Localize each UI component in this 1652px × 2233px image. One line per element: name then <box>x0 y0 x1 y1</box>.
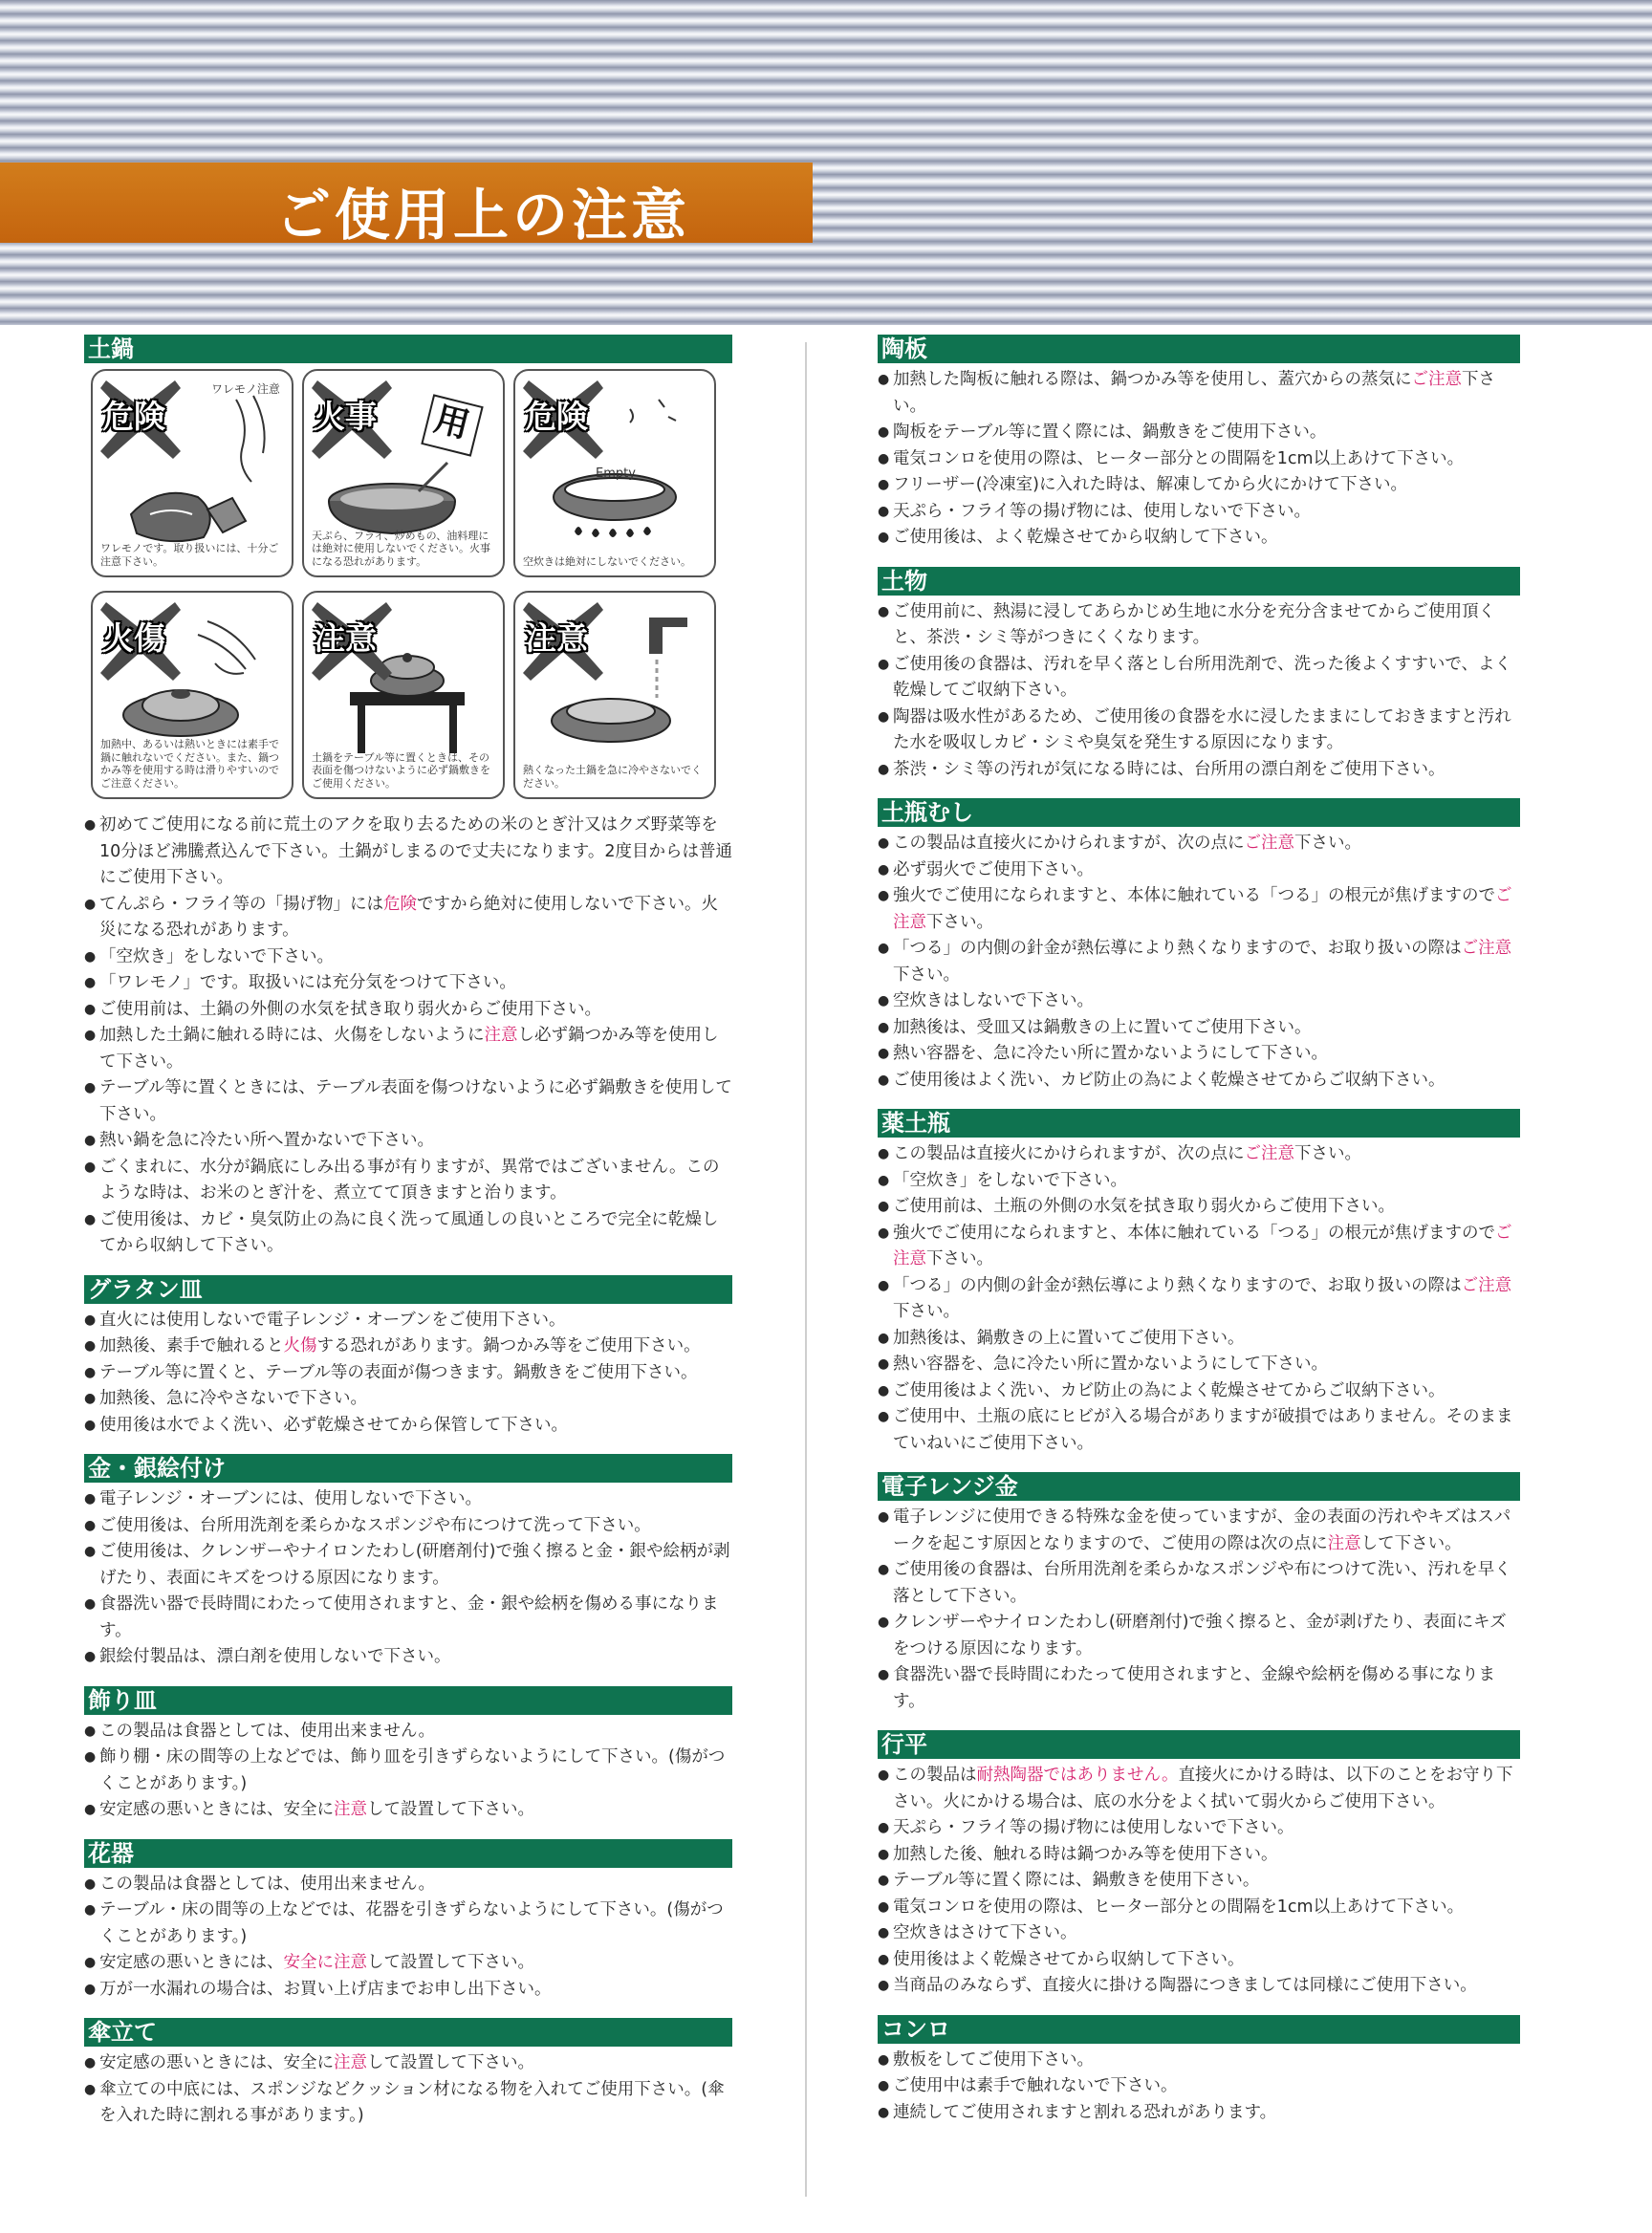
notice-item <box>878 1041 1520 1068</box>
item-text: 直接火にかける時は、以下のことをお守り下さい。火にかける場合は、底の水分をよく拭いて弱火からご使用下さい。 <box>893 1766 1513 1811</box>
item-text: 空炊きはしないで下さい。 <box>893 991 1094 1010</box>
highlight-text: 耐熱陶器ではありません。 <box>976 1766 1179 1785</box>
notice-item <box>878 525 1520 552</box>
title-banner <box>0 163 813 248</box>
notice-item <box>878 367 1520 420</box>
highlight-text: ご注意 <box>1244 834 1294 853</box>
notice-item <box>878 1868 1520 1895</box>
notice-list <box>878 599 1520 784</box>
section-heading: コンロ <box>878 2015 1520 2044</box>
notice-item <box>878 1842 1520 1869</box>
item-text: 食器洗い器で長時間にわたって使用されますと、金線や絵柄を傷める事になります。 <box>893 1665 1495 1711</box>
item-text: 敷板をしてご使用下さい。 <box>893 2049 1094 2070</box>
notice-section <box>84 1275 732 1440</box>
notice-item <box>84 1513 732 1540</box>
notice-item <box>84 1745 732 1797</box>
notice-list <box>84 813 732 1260</box>
item-text: 連続してご使用されますと割れる恐れがあります。 <box>893 2102 1277 2122</box>
item-text: 熱い容器を、急に冷たい所に置かないようにして下さい。 <box>893 1044 1328 1063</box>
highlight-text: ご注意 <box>893 1223 1512 1268</box>
warning-card <box>91 591 293 799</box>
notice-item <box>84 1539 732 1592</box>
item-text: テーブル等に置くと、テーブル等の表面が傷つきます。鍋敷きをご使用下さい。 <box>99 1362 698 1382</box>
highlight-text: 安全に注意 <box>283 1953 367 1972</box>
fragile-note: ワレモノ注意 <box>211 382 280 396</box>
item-text: 陶器は吸水性があるため、ご使用後の食器を水に浸したままにしておきますと汚れた水を吸収しカビ・シミや臭気を発生する原因になります。 <box>893 706 1511 752</box>
item-text: テーブル・床の間等の上などでは、花器を引きずらないようにして下さい。(傷がつくことがあります。) <box>99 1900 724 1946</box>
highlight-text: 危険 <box>382 894 417 914</box>
section-heading: 金・銀絵付け <box>84 1454 732 1483</box>
section-heading: 行平 <box>878 1730 1520 1759</box>
card-caption: 加熱中、あるいは熱いときには素手で鍋に触れないでください。また、鍋つかみ等を使用する時は滑りやすいのでご注意ください。 <box>100 738 279 790</box>
item-text: 加熱後、急に冷やさないで下さい。 <box>99 1389 367 1408</box>
notice-item <box>878 1505 1520 1557</box>
section-heading: 花器 <box>84 1839 732 1868</box>
notice-item <box>878 1557 1520 1610</box>
card-caption: 空炊きは絶対にしないでください。 <box>523 554 691 568</box>
notice-item <box>878 1015 1520 1042</box>
item-text: 「ワレモノ」です。取扱いには充分気をつけて下さい。 <box>99 973 516 992</box>
item-text: テーブル等に置くときには、テーブル表面を傷つけないように必ず鍋敷きを使用して下さい。 <box>99 1078 732 1124</box>
notice-item <box>878 1973 1520 2000</box>
notice-item <box>84 970 732 997</box>
item-text: 陶板をテーブル等に置く際には、鍋敷きをご使用下さい。 <box>893 423 1327 442</box>
item-text: この製品は直接火にかけられますが、次の点に <box>893 834 1245 853</box>
notice-item <box>84 1075 732 1128</box>
item-text: 初めてご使用になる前に荒土のアクを取り去るための米のとぎ汁又はクズ野菜等を10分ほど沸騰煮込んで下さい。土鍋がしまるので丈夫になります。2度目からは普通にご使用下さい。 <box>99 815 732 887</box>
notice-item <box>878 1141 1520 1168</box>
notice-item <box>878 1763 1520 1815</box>
section-heading: 土鍋 <box>84 335 732 363</box>
notice-item <box>84 1333 732 1360</box>
notice-list <box>84 1308 732 1440</box>
item-text: ごくまれに、水分が鍋底にしみ出る事が有りますが、異常ではございません。このような時は、お米のとぎ汁を、煮立てて頂きますと治ります。 <box>99 1157 720 1203</box>
item-text: 下さい。 <box>893 370 1495 416</box>
item-text: ご使用前は、土瓶の外側の水気を拭き取り弱火からご使用下さい。 <box>893 1197 1395 1216</box>
item-text: この製品は直接火にかけられますが、次の点に <box>893 1144 1245 1163</box>
item-text: ご使用中、土瓶の底にヒビが入る場合がありますが破損ではありません。そのままていねいにご使用下さい。 <box>893 1407 1513 1453</box>
notice-item <box>878 1273 1520 1326</box>
notice-section <box>878 335 1520 552</box>
section-heading: 陶板 <box>878 335 1520 363</box>
notice-item <box>84 1413 732 1440</box>
item-text: ご使用前に、熱湯に浸してあらかじめ生地に水分を充分含ませてからご使用頂くと、茶渋・シミ等がつきにくくなります。 <box>893 601 1495 647</box>
notice-item <box>878 2100 1520 2127</box>
notice-item <box>878 599 1520 652</box>
warning-card <box>91 369 293 577</box>
notice-item <box>878 831 1520 857</box>
notice-item <box>878 1610 1520 1662</box>
item-text: 「空炊き」をしないで下さい。 <box>99 946 334 966</box>
section-heading: 土物 <box>878 567 1520 596</box>
card-caption: 天ぷら、フライ、炒めもの、油料理には絶対に使用しないでください。火事になる恐れがあります。 <box>312 529 490 568</box>
item-text: 強火でご使用になられますと、本体に触れている「つる」の根元が焦げますので <box>893 1223 1495 1243</box>
notice-item <box>878 2048 1520 2074</box>
notice-item <box>878 1168 1520 1195</box>
notice-item <box>84 1486 732 1513</box>
warning-label: 注意 <box>525 619 588 657</box>
notice-item <box>84 1386 732 1413</box>
notice-item <box>84 944 732 971</box>
item-text: して設置して下さい。 <box>367 2053 534 2072</box>
highlight-text: 注意 <box>1327 1533 1361 1553</box>
item-text: 天ぷら・フライ等の揚げ物には、使用しないで下さい。 <box>893 501 1311 521</box>
item-text: ご使用後の食器は、台所用洗剤を柔らかなスポンジや布につけて洗い、汚れを早く落として下さい。 <box>893 1560 1511 1606</box>
section-heading: 土瓶むし <box>878 798 1520 827</box>
item-text: 熱い容器を、急に冷たい所に置かないようにして下さい。 <box>893 1355 1328 1374</box>
notice-section <box>878 798 1520 1094</box>
item-text: 電気コンロを使用の際は、ヒーター部分との間隔を1cm以上あけて下さい。 <box>893 1897 1465 1917</box>
highlight-text: ご注意 <box>1411 370 1462 389</box>
notice-item <box>878 1920 1520 1947</box>
item-text: 加熱した土鍋に触れる時には、火傷をしないように <box>99 1026 485 1045</box>
notice-item <box>84 1950 732 1977</box>
warning-label: 火事 <box>314 398 377 435</box>
notice-item <box>878 472 1520 499</box>
item-text: 安定感の悪いときには、安全に <box>99 2053 334 2072</box>
item-text: 加熱後は、鍋敷きの上に置いてご使用下さい。 <box>893 1328 1245 1348</box>
notice-list <box>878 1763 1520 2000</box>
left-column <box>84 335 732 2145</box>
highlight-text: 火傷 <box>283 1336 317 1355</box>
section-heading: 傘立て <box>84 2018 732 2047</box>
item-text: 飾り棚・床の間等の上などでは、飾り皿を引きずらないようにして下さい。(傷がつくことがあります。) <box>99 1747 726 1793</box>
highlight-text: ご注意 <box>1461 1275 1512 1295</box>
notice-list <box>84 1719 732 1824</box>
item-text: 下さい。 <box>1294 834 1361 853</box>
notice-item <box>878 1378 1520 1405</box>
item-text: 電気コンロを使用の際は、ヒーター部分との間隔を1cm以上あけて下さい。 <box>893 448 1465 468</box>
item-text: して下さい。 <box>1360 1533 1462 1553</box>
item-text: 電子レンジに使用できる特殊な金を使っていますが、金の表面の汚れやキズはスパークを起こす原因となりますので、ご使用の際は次の点に <box>893 1507 1511 1553</box>
section-heading: 電子レンジ金 <box>878 1472 1520 1501</box>
page-title: ご使用上の注意 <box>275 183 691 248</box>
notice-item <box>84 892 732 944</box>
notice-item <box>878 1326 1520 1353</box>
warning-card <box>513 591 716 799</box>
item-text: 「つる」の内側の針金が熱伝導により熱くなりますので、お取り扱いの際は <box>893 1275 1462 1295</box>
notice-section <box>878 2015 1520 2127</box>
warning-card <box>302 369 505 577</box>
notice-item <box>878 936 1520 988</box>
warning-label: 火傷 <box>102 619 165 657</box>
item-text: 使用後はよく乾燥させてから収納して下さい。 <box>893 1949 1245 1969</box>
warning-card <box>302 591 505 799</box>
card-caption: 土鍋をテーブル等に置くときは、その表面を傷つけないように必ず鍋敷きをご使用ください。 <box>312 750 490 790</box>
item-text: この製品は食器としては、使用出来ません。 <box>99 1721 436 1741</box>
notice-item <box>878 1947 1520 1974</box>
notice-item <box>84 1872 732 1898</box>
notice-item <box>878 1662 1520 1715</box>
right-column <box>878 335 1520 2141</box>
item-text: ご使用中は素手で触れないで下さい。 <box>893 2076 1178 2095</box>
item-text: 傘立ての中底には、スポンジなどクッション材になる物を入れてご使用下さい。(傘を入れた時に割れる事があります。) <box>99 2079 725 2125</box>
item-text: 加熱した後、触れる時は鍋つかみ等を使用下さい。 <box>893 1844 1278 1864</box>
item-text: ご使用前は、土鍋の外側の水気を拭き取り弱火からご使用下さい。 <box>99 999 601 1019</box>
notice-item <box>878 883 1520 936</box>
notice-item <box>84 997 732 1024</box>
notice-item <box>84 1360 732 1387</box>
item-text: 安定感の悪いときには、安全に <box>99 1800 334 1819</box>
item-text: 使用後は水でよく洗い、必ず乾燥させてから保管して下さい。 <box>99 1415 568 1435</box>
notice-item <box>878 705 1520 757</box>
notice-item <box>84 1308 732 1334</box>
item-text: 下さい。 <box>926 912 993 932</box>
notice-item <box>878 1895 1520 1921</box>
item-text: フリーザー(冷凍室)に入れた時は、解凍してから火にかけて下さい。 <box>893 475 1407 494</box>
warning-card <box>513 369 716 577</box>
item-text: して設置して下さい。 <box>367 1953 534 1972</box>
notice-item <box>84 1797 732 1824</box>
item-text: てんぷら・フライ等の「揚げ物」には <box>99 894 383 914</box>
item-text: 加熱後、素手で触れると <box>99 1336 284 1355</box>
notice-list <box>878 367 1520 552</box>
notice-list <box>84 2050 732 2130</box>
notice-item <box>84 1644 732 1671</box>
notice-item <box>84 1719 732 1745</box>
empty-label: Empty <box>596 466 636 481</box>
item-text: 「空炊き」をしないで下さい。 <box>893 1170 1127 1190</box>
notice-list <box>84 1872 732 2004</box>
item-text: 必ず弱火でご使用下さい。 <box>893 859 1094 879</box>
notice-section <box>84 1686 732 1824</box>
notice-item <box>84 1207 732 1260</box>
notice-section <box>878 567 1520 784</box>
notice-item <box>878 1194 1520 1221</box>
item-text: 下さい。 <box>1294 1144 1361 1163</box>
item-text: テーブル等に置く際には、鍋敷きを使用下さい。 <box>893 1871 1260 1890</box>
item-text: ご使用後は、台所用洗剤を柔らかなスポンジや布につけて洗って下さい。 <box>99 1515 651 1535</box>
item-text: 空炊きはさけて下さい。 <box>893 1923 1077 1942</box>
section-heading: 薬土瓶 <box>878 1109 1520 1138</box>
item-text: 電子レンジ・オーブンには、使用しないで下さい。 <box>99 1489 483 1508</box>
item-text: 安定感の悪いときには、 <box>99 1953 284 1972</box>
item-text: 強火でご使用になられますと、本体に触れている「つる」の根元が焦げますので <box>893 886 1495 905</box>
notice-section <box>84 335 732 1260</box>
notice-list <box>878 1505 1520 1715</box>
item-text: ご使用後の食器は、汚れを早く落とし台所用洗剤で、洗った後よくすすいで、よく乾燥してご収納下さい。 <box>893 654 1511 700</box>
notice-item <box>878 499 1520 526</box>
notice-list <box>878 1141 1520 1457</box>
notice-item <box>878 652 1520 705</box>
notice-item <box>878 1352 1520 1378</box>
item-text: 茶渋・シミ等の汚れが気になる時には、台所用の漂白剤をご使用下さい。 <box>893 759 1446 779</box>
notice-item <box>878 1068 1520 1095</box>
notice-item <box>84 2050 732 2077</box>
item-text: 熱い鍋を急に冷たい所へ置かないで下さい。 <box>99 1131 434 1150</box>
highlight-text: 注意 <box>484 1026 518 1045</box>
notice-item <box>878 1404 1520 1457</box>
item-text: 当商品のみならず、直接火に掛ける陶器につきましては同様にご使用下さい。 <box>893 1976 1477 1995</box>
notice-item <box>878 988 1520 1015</box>
card-caption: 熱くなった土鍋を急に冷やさないでください。 <box>523 764 702 790</box>
item-text: 食器洗い器で長時間にわたって使用されますと、金・銀や絵柄を傷める事になります。 <box>99 1594 719 1640</box>
section-heading: グラタン皿 <box>84 1275 732 1304</box>
notice-item <box>878 420 1520 446</box>
notice-section <box>878 1730 1520 2000</box>
notice-item <box>84 2077 732 2130</box>
notice-item <box>84 813 732 892</box>
highlight-text: 注意 <box>334 1800 367 1819</box>
highlight-text: 注意 <box>334 2053 367 2072</box>
warning-label: 注意 <box>314 619 377 657</box>
notice-item <box>878 1815 1520 1842</box>
notice-section <box>84 1454 732 1671</box>
item-text: ご使用後は、クレンザーやナイロンたわし(研磨剤付)で強く擦ると金・銀や絵柄が剥げたり、表面にキズをつける原因になります。 <box>99 1542 730 1588</box>
highlight-text: ご注意 <box>1244 1144 1294 1163</box>
item-text: 「つる」の内側の針金が熱伝導により熱くなりますので、お取り扱いの際は <box>893 939 1462 958</box>
item-text: ご使用後はよく洗い、カビ防止の為によく乾燥させてからご収納下さい。 <box>893 1380 1446 1400</box>
item-text: する恐れがあります。鍋つかみ等をご使用下さい。 <box>316 1336 701 1355</box>
item-text: ご使用後は、カビ・臭気防止の為に良く洗って風通しの良いところで完全に乾燥してから収納して下さい。 <box>99 1209 719 1255</box>
item-text: 直火には使用しないで電子レンジ・オーブンをご使用下さい。 <box>99 1310 566 1330</box>
warning-label: 危険 <box>525 398 588 435</box>
highlight-text: ご注意 <box>893 886 1512 932</box>
warning-label: 危険 <box>102 398 165 435</box>
notice-item <box>878 446 1520 473</box>
item-text: 天ぷら・フライ等の揚げ物には使用しないで下さい。 <box>893 1818 1294 1837</box>
item-text: して設置して下さい。 <box>367 1800 534 1819</box>
notice-list <box>84 1486 732 1671</box>
highlight-text: ご注意 <box>1461 939 1512 958</box>
notice-section <box>878 1109 1520 1457</box>
item-text: この製品は <box>893 1766 977 1785</box>
item-text: この製品は食器としては、使用出来ません。 <box>99 1874 436 1894</box>
item-text: ですから絶対に使用しないで下さい。火災になる恐れがあります。 <box>99 894 718 940</box>
notice-item <box>84 1155 732 1207</box>
item-text: 銀絵付製品は、漂白剤を使用しないで下さい。 <box>99 1647 451 1666</box>
item-text: 下さい。 <box>893 1302 960 1321</box>
card-caption: ワレモノです。取り扱いには、十分ご注意下さい。 <box>100 542 279 568</box>
notice-section <box>84 2018 732 2130</box>
notice-list <box>878 831 1520 1094</box>
oil-box-glyph: 用 <box>430 400 474 446</box>
notice-item <box>878 1221 1520 1273</box>
notice-item <box>878 857 1520 884</box>
right-sections <box>878 335 1520 2126</box>
notice-list <box>878 2048 1520 2127</box>
notice-item <box>84 1592 732 1644</box>
left-sections <box>84 335 732 2130</box>
notice-item <box>84 1023 732 1075</box>
item-text: し必ず鍋つかみ等を使用して下さい。 <box>99 1026 719 1072</box>
item-text: 加熱した陶板に触れる際は、鍋つかみ等を使用し、蓋穴からの蒸気に <box>893 370 1412 389</box>
item-text: ご使用後は、よく乾燥させてから収納して下さい。 <box>893 528 1278 547</box>
notice-item <box>84 1128 732 1155</box>
section-heading: 飾り皿 <box>84 1686 732 1715</box>
notice-section <box>878 1472 1520 1715</box>
notice-item <box>878 757 1520 784</box>
notice-item <box>84 1977 732 2004</box>
column-divider <box>805 342 807 2197</box>
item-text: 加熱後は、受皿又は鍋敷きの上に置いてご使用下さい。 <box>893 1017 1312 1037</box>
icon-card-grid <box>91 369 732 799</box>
notice-item <box>878 2073 1520 2100</box>
item-text: 下さい。 <box>926 1249 993 1268</box>
item-text: 万が一水漏れの場合は、お買い上げ店までお申し出下さい。 <box>99 1979 552 1999</box>
notice-section <box>84 1839 732 2004</box>
item-text: クレンザーやナイロンたわし(研磨剤付)で強く擦ると、金が剥げたり、表面にキズをつける原因になります。 <box>893 1613 1507 1658</box>
notice-item <box>84 1897 732 1950</box>
item-text: ご使用後はよく洗い、カビ防止の為によく乾燥させてからご収納下さい。 <box>893 1070 1446 1090</box>
item-text: 下さい。 <box>893 965 960 985</box>
